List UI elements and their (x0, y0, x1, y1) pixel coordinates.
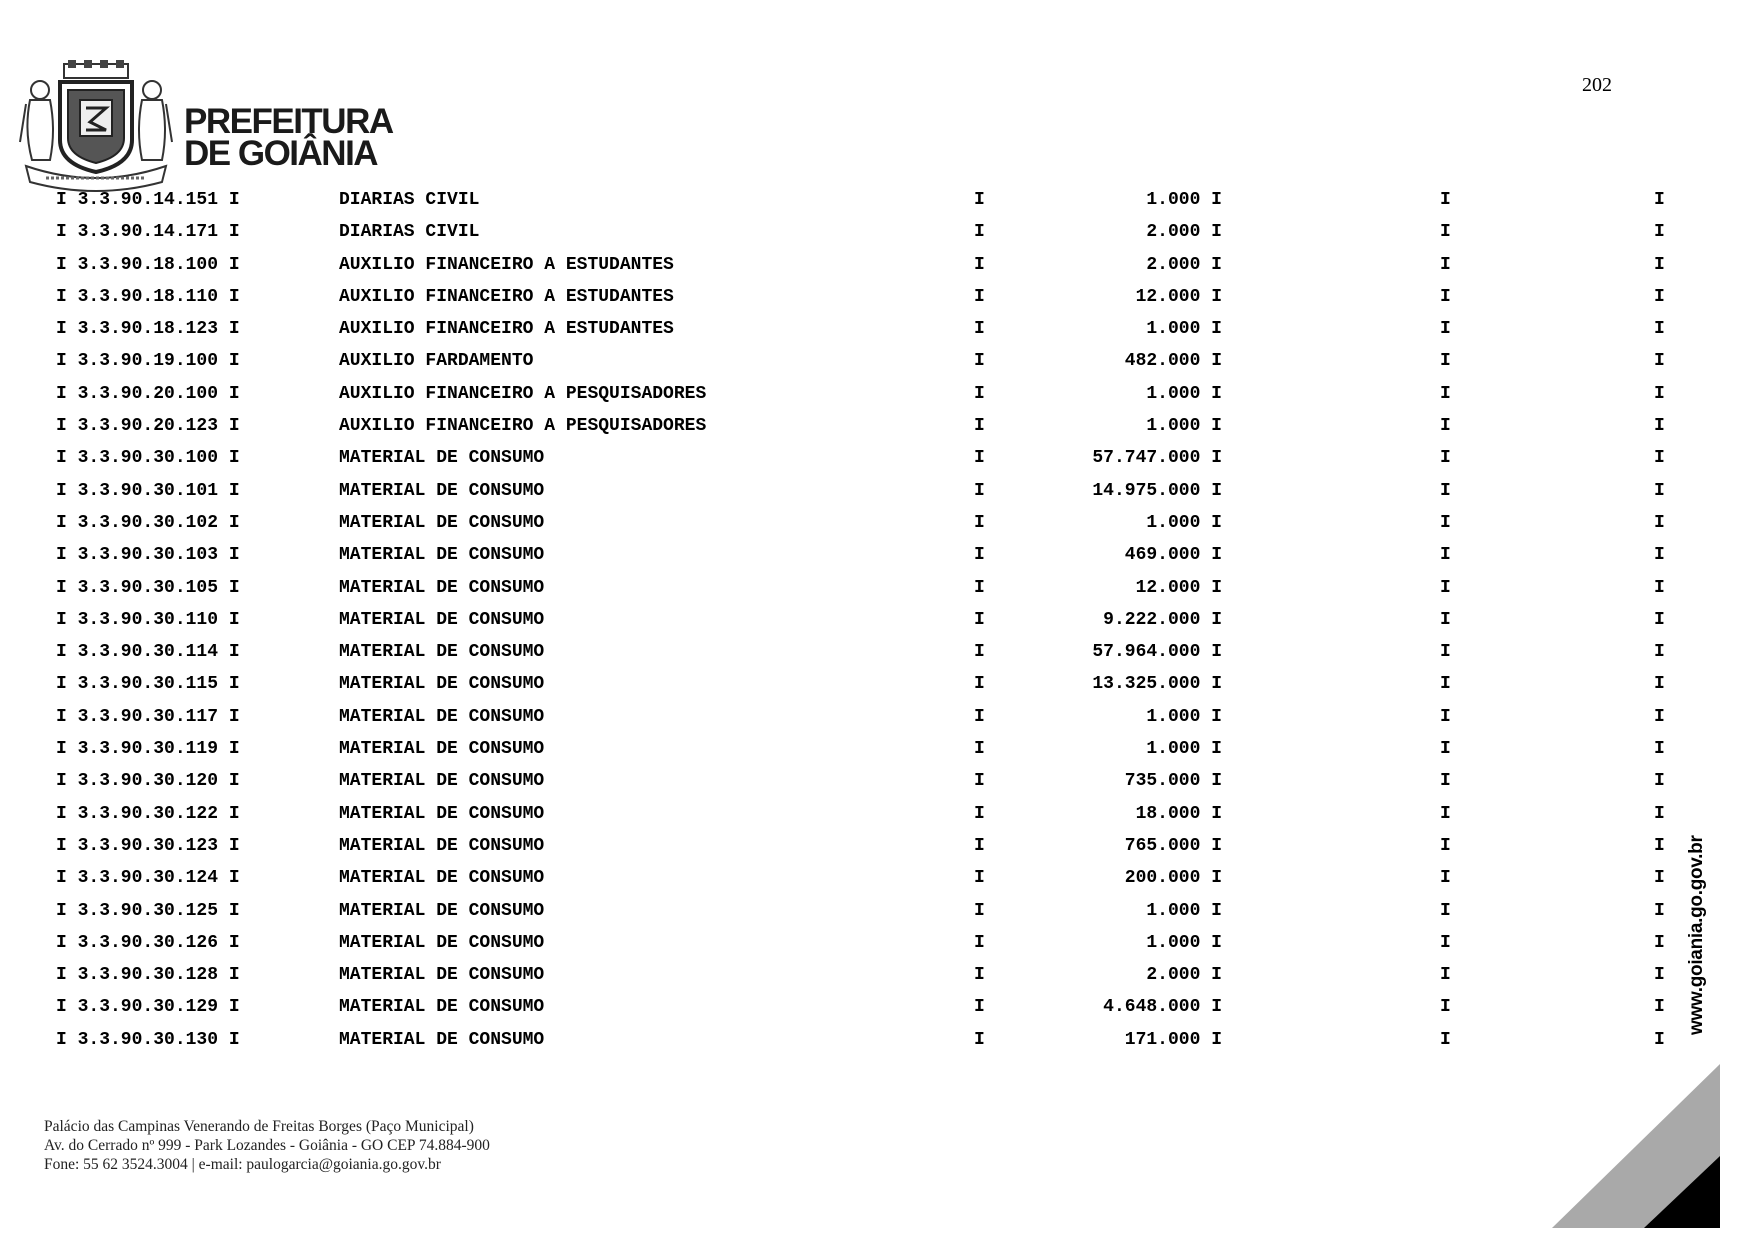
row-value: 1.000 I (1146, 932, 1222, 953)
row-code: I 3.3.90.18.100 I (56, 254, 240, 275)
row-code: I 3.3.90.30.122 I (56, 803, 240, 824)
row-separator: I (1440, 706, 1451, 727)
row-description: MATERIAL DE CONSUMO (339, 965, 545, 986)
row-code: I 3.3.90.30.125 I (56, 900, 240, 921)
table-row (56, 507, 1665, 539)
row-separator: I (1440, 545, 1451, 566)
row-separator: I (1440, 1029, 1451, 1050)
row-separator: I (1654, 480, 1665, 501)
row-separator: I (974, 932, 985, 953)
row-code: I 3.3.90.30.110 I (56, 609, 240, 630)
row-code: I 3.3.90.20.123 I (56, 416, 240, 437)
table-row (56, 313, 1665, 345)
table-row (56, 798, 1665, 830)
row-description: DIARIAS CIVIL (339, 190, 480, 210)
row-code: I 3.3.90.30.114 I (56, 642, 240, 663)
row-separator: I (1440, 416, 1451, 437)
row-separator: I (1440, 835, 1451, 856)
row-description: MATERIAL DE CONSUMO (339, 997, 545, 1018)
row-separator: I (974, 448, 985, 469)
row-value: 1.000 I (1146, 190, 1222, 210)
row-description: MATERIAL DE CONSUMO (339, 512, 545, 533)
row-separator: I (1654, 706, 1665, 727)
coat-of-arms-logo (16, 60, 176, 192)
row-separator: I (1440, 803, 1451, 824)
row-code: I 3.3.90.30.129 I (56, 997, 240, 1018)
table-row (56, 733, 1665, 765)
page-number: 202 (1582, 74, 1612, 96)
row-value: 171.000 I (1124, 1029, 1222, 1050)
row-code: I 3.3.90.30.103 I (56, 545, 240, 566)
row-value: 1.000 I (1146, 383, 1222, 404)
row-description: MATERIAL DE CONSUMO (339, 706, 545, 727)
row-description: MATERIAL DE CONSUMO (339, 545, 545, 566)
row-separator: I (1654, 803, 1665, 824)
row-separator: I (974, 286, 985, 307)
row-separator: I (1440, 965, 1451, 986)
row-code: I 3.3.90.30.105 I (56, 577, 240, 598)
row-value: 13.325.000 I (1092, 674, 1222, 695)
row-code: I 3.3.90.18.123 I (56, 319, 240, 340)
row-description: AUXILIO FINANCEIRO A ESTUDANTES (339, 286, 674, 307)
row-value: 1.000 I (1146, 512, 1222, 533)
row-value: 1.000 I (1146, 416, 1222, 437)
row-description: MATERIAL DE CONSUMO (339, 642, 545, 663)
row-separator: I (1654, 771, 1665, 792)
row-separator: I (1440, 190, 1451, 210)
row-separator: I (974, 642, 985, 663)
row-value: 9.222.000 I (1103, 609, 1222, 630)
row-separator: I (1654, 1029, 1665, 1050)
row-separator: I (1654, 609, 1665, 630)
row-separator: I (974, 771, 985, 792)
row-separator: I (1654, 965, 1665, 986)
row-separator: I (974, 900, 985, 921)
row-description: AUXILIO FINANCEIRO A PESQUISADORES (339, 383, 707, 404)
row-description: DIARIAS CIVIL (339, 222, 480, 243)
row-separator: I (974, 545, 985, 566)
row-description: AUXILIO FINANCEIRO A ESTUDANTES (339, 319, 674, 340)
row-description: MATERIAL DE CONSUMO (339, 448, 545, 469)
table-row (56, 604, 1665, 636)
table-row (56, 927, 1665, 959)
row-description: MATERIAL DE CONSUMO (339, 480, 545, 501)
table-row (56, 410, 1665, 442)
row-separator: I (1440, 642, 1451, 663)
logo-line-1: PREFEITURA (184, 102, 393, 141)
budget-table (56, 184, 1665, 1056)
row-code: I 3.3.90.20.100 I (56, 383, 240, 404)
row-description: MATERIAL DE CONSUMO (339, 739, 545, 760)
row-code: I 3.3.90.30.102 I (56, 512, 240, 533)
row-code: I 3.3.90.30.126 I (56, 932, 240, 953)
row-separator: I (974, 674, 985, 695)
row-separator: I (1654, 351, 1665, 372)
table-row (56, 701, 1665, 733)
row-separator: I (1654, 416, 1665, 437)
row-description: AUXILIO FINANCEIRO A ESTUDANTES (339, 254, 674, 275)
row-description: MATERIAL DE CONSUMO (339, 803, 545, 824)
table-row (56, 636, 1665, 668)
row-separator: I (1654, 997, 1665, 1018)
row-separator: I (974, 351, 985, 372)
footer-line-1: Palácio das Campinas Venerando de Freitas Borges (Paço Municipal) (44, 1118, 474, 1135)
row-description: MATERIAL DE CONSUMO (339, 868, 545, 889)
table-row (56, 572, 1665, 604)
row-separator: I (1654, 383, 1665, 404)
row-separator: I (1440, 997, 1451, 1018)
footer-line-3: Fone: 55 62 3524.3004 | e-mail: paulogarcia@goiania.go.gov.br (44, 1156, 441, 1173)
row-separator: I (974, 965, 985, 986)
row-separator: I (1654, 868, 1665, 889)
row-code: I 3.3.90.30.124 I (56, 868, 240, 889)
row-separator: I (1440, 512, 1451, 533)
row-separator: I (1654, 739, 1665, 760)
row-code: I 3.3.90.30.120 I (56, 771, 240, 792)
row-separator: I (974, 835, 985, 856)
row-value: 482.000 I (1124, 351, 1222, 372)
row-value: 1.000 I (1146, 706, 1222, 727)
row-separator: I (974, 190, 985, 210)
row-separator: I (974, 706, 985, 727)
row-separator: I (1440, 900, 1451, 921)
row-description: MATERIAL DE CONSUMO (339, 609, 545, 630)
table-row (56, 475, 1665, 507)
row-code: I 3.3.90.30.119 I (56, 739, 240, 760)
row-separator: I (974, 1029, 985, 1050)
row-value: 735.000 I (1124, 771, 1222, 792)
row-description: AUXILIO FINANCEIRO A PESQUISADORES (339, 416, 707, 437)
row-value: 765.000 I (1124, 835, 1222, 856)
row-separator: I (1654, 222, 1665, 243)
row-code: I 3.3.90.30.123 I (56, 835, 240, 856)
row-separator: I (1654, 835, 1665, 856)
row-separator: I (1654, 642, 1665, 663)
row-separator: I (1440, 319, 1451, 340)
row-separator: I (1440, 868, 1451, 889)
row-separator: I (974, 512, 985, 533)
row-separator: I (1654, 932, 1665, 953)
table-row (56, 539, 1665, 571)
website-url: www.goiania.go.gov.br (1686, 835, 1707, 1035)
row-separator: I (1654, 190, 1665, 210)
row-separator: I (1440, 609, 1451, 630)
row-separator: I (1654, 900, 1665, 921)
row-separator: I (1440, 739, 1451, 760)
row-code: I 3.3.90.19.100 I (56, 351, 240, 372)
row-value: 200.000 I (1124, 868, 1222, 889)
row-description: MATERIAL DE CONSUMO (339, 674, 545, 695)
table-row (56, 249, 1665, 281)
prefeitura-logo-text (184, 102, 393, 173)
row-separator: I (1440, 932, 1451, 953)
table-row (56, 378, 1665, 410)
row-separator: I (974, 868, 985, 889)
table-row (56, 991, 1665, 1023)
row-separator: I (974, 739, 985, 760)
row-value: 14.975.000 I (1092, 480, 1222, 501)
row-separator: I (974, 803, 985, 824)
row-separator: I (974, 383, 985, 404)
row-separator: I (1440, 480, 1451, 501)
table-row (56, 862, 1665, 894)
row-separator: I (1654, 545, 1665, 566)
row-separator: I (974, 222, 985, 243)
table-row (56, 895, 1665, 927)
row-separator: I (974, 577, 985, 598)
row-value: 2.000 I (1146, 222, 1222, 243)
row-description: MATERIAL DE CONSUMO (339, 1029, 545, 1050)
table-row (56, 184, 1665, 216)
row-value: 12.000 I (1135, 286, 1222, 307)
row-description: MATERIAL DE CONSUMO (339, 835, 545, 856)
row-code: I 3.3.90.14.151 I (56, 190, 240, 210)
table-row (56, 216, 1665, 248)
row-description: MATERIAL DE CONSUMO (339, 771, 545, 792)
row-code: I 3.3.90.30.117 I (56, 706, 240, 727)
row-value: 1.000 I (1146, 319, 1222, 340)
logo-line-2: DE GOIÂNIA (184, 134, 378, 173)
row-separator: I (1654, 448, 1665, 469)
row-separator: I (974, 319, 985, 340)
row-separator: I (1440, 771, 1451, 792)
row-separator: I (1440, 448, 1451, 469)
corner-triangle-decoration (1552, 1064, 1720, 1228)
row-separator: I (1654, 319, 1665, 340)
row-code: I 3.3.90.30.115 I (56, 674, 240, 695)
row-separator: I (1654, 286, 1665, 307)
row-separator: I (1440, 222, 1451, 243)
row-separator: I (1654, 512, 1665, 533)
table-row (56, 1024, 1665, 1056)
footer-address (44, 1117, 490, 1174)
row-value: 57.747.000 I (1092, 448, 1222, 469)
row-code: I 3.3.90.30.130 I (56, 1029, 240, 1050)
row-value: 1.000 I (1146, 739, 1222, 760)
row-description: MATERIAL DE CONSUMO (339, 932, 545, 953)
row-value: 2.000 I (1146, 965, 1222, 986)
table-row (56, 668, 1665, 700)
row-separator: I (1440, 286, 1451, 307)
row-value: 4.648.000 I (1103, 997, 1222, 1018)
table-row (56, 830, 1665, 862)
row-separator: I (974, 416, 985, 437)
row-code: I 3.3.90.30.101 I (56, 480, 240, 501)
row-description: MATERIAL DE CONSUMO (339, 577, 545, 598)
row-description: MATERIAL DE CONSUMO (339, 900, 545, 921)
table-row (56, 345, 1665, 377)
row-separator: I (1440, 351, 1451, 372)
row-separator: I (974, 480, 985, 501)
row-value: 57.964.000 I (1092, 642, 1222, 663)
table-row (56, 281, 1665, 313)
row-separator: I (1440, 254, 1451, 275)
row-separator: I (974, 609, 985, 630)
table-row (56, 765, 1665, 797)
table-row (56, 442, 1665, 474)
row-separator: I (1440, 674, 1451, 695)
row-code: I 3.3.90.30.128 I (56, 965, 240, 986)
row-code: I 3.3.90.14.171 I (56, 222, 240, 243)
row-separator: I (1654, 577, 1665, 598)
row-value: 12.000 I (1135, 577, 1222, 598)
row-separator: I (974, 997, 985, 1018)
row-separator: I (974, 254, 985, 275)
row-separator: I (1440, 577, 1451, 598)
row-value: 469.000 I (1124, 545, 1222, 566)
table-row (56, 959, 1665, 991)
row-value: 1.000 I (1146, 900, 1222, 921)
row-value: 2.000 I (1146, 254, 1222, 275)
row-separator: I (1654, 254, 1665, 275)
row-value: 18.000 I (1135, 803, 1222, 824)
row-separator: I (1654, 674, 1665, 695)
row-code: I 3.3.90.18.110 I (56, 286, 240, 307)
row-description: AUXILIO FARDAMENTO (339, 351, 534, 372)
row-code: I 3.3.90.30.100 I (56, 448, 240, 469)
footer-line-2: Av. do Cerrado nº 999 - Park Lozandes - Goiânia - GO CEP 74.884-900 (44, 1137, 490, 1154)
row-separator: I (1440, 383, 1451, 404)
